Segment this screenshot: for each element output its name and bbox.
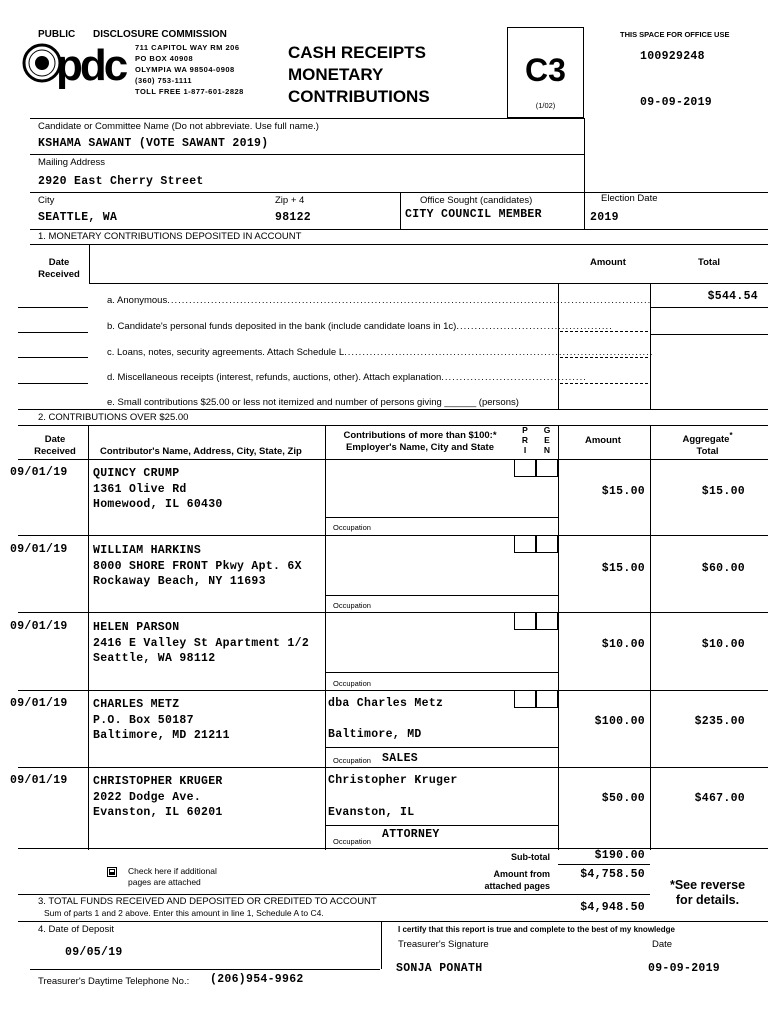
treasurer-name[interactable]: SONJA PONATH [396,962,483,975]
row4-occupation[interactable]: SALES [382,752,419,765]
row4-employer-name[interactable]: dba Charles Metz [328,697,444,710]
row5-aggregate[interactable]: $467.00 [694,792,745,805]
row4-aggregate[interactable]: $235.00 [694,715,745,728]
row3-amount[interactable]: $10.00 [601,638,645,651]
contributor-address: 1361 Olive Rd [93,482,187,496]
pdc-logo-icon [20,40,135,90]
subtotal-value[interactable]: $190.00 [594,849,645,862]
candidate-name[interactable]: KSHAMA SAWANT (VOTE SAWANT 2019) [38,137,269,150]
gen-letter: N [543,445,551,455]
additional-pages-label [128,866,217,888]
pdc-logo [20,40,135,90]
row2-occupation-label: Occupation [333,601,371,610]
city-label: City [38,195,55,206]
sign-date-label: Date [652,939,673,950]
sign-date[interactable]: 09-09-2019 [648,962,721,975]
certification-text: I certify that this report is true and complete to the best of my knowledge [398,925,675,934]
agency-name-right: DISCLOSURE COMMISSION [93,29,227,40]
row5-date[interactable]: 09/01/19 [10,774,68,787]
attached-label-line: Amount from [493,869,550,879]
svg-text:pdc: pdc [56,41,126,90]
section3-subtitle: Sum of parts 1 and 2 above. Enter this amount in line 1, Schedule A to C4. [44,908,324,918]
contributor-city: Seattle, WA 98112 [93,652,216,665]
zip[interactable]: 98122 [275,211,312,224]
zip-label: Zip + 4 [275,195,305,206]
contributor-city: Evanston, IL 60201 [93,806,223,819]
subtotal-label: Sub-total [511,852,550,862]
contributor-city: Rockaway Beach, NY 11693 [93,575,266,588]
employer-label-line: Contributions of more than $100:* [343,430,497,441]
address-line: OLYMPIA WA 98504-0908 [135,65,235,74]
row1-aggregate[interactable]: $15.00 [701,485,745,498]
row3-primary-checkbox[interactable] [514,612,536,630]
form-code: C3 [525,52,566,88]
aggregate-label: Aggregate [682,434,730,446]
agency-address [135,42,244,97]
mailing-address-label: Mailing Address [38,157,106,168]
address-line: (360) 753-1111 [135,76,193,85]
gen-letter: E [544,435,550,445]
row4-employer-city[interactable]: Baltimore, MD [328,728,422,741]
office-sought-label: Office Sought (candidates) [420,195,533,206]
row2-general-checkbox[interactable] [536,535,558,553]
contributor-address: 2022 Dodge Ave. [93,790,202,804]
row4-occupation-label: Occupation [333,756,371,765]
line-text: a. Anonymous [107,295,168,306]
row5-employer-name[interactable]: Christopher Kruger [328,774,458,787]
date-label: Date [48,257,70,268]
row5-occupation-label: Occupation [333,837,371,846]
grand-total[interactable]: $4,948.50 [580,901,645,914]
row1-amount[interactable]: $15.00 [601,485,645,498]
section2-amount-header: Amount [585,435,621,446]
section1-date-header [30,257,88,281]
checkbox-mark-icon [108,868,116,876]
form-title-line: CASH RECEIPTS [288,43,426,62]
general-header [537,425,557,455]
section2-employer-header [330,430,510,454]
deposit-date-label: 4. Date of Deposit [38,924,115,935]
election-date[interactable]: 2019 [590,211,619,224]
line-text: d. Miscellaneous receipts (interest, refunds, auctions, other). Attach explanation [107,372,442,383]
section1-line-a: a. Anonymous..................................................................................................................................... [107,295,652,306]
election-date-label: Election Date [601,193,658,204]
row5-amount[interactable]: $50.00 [601,792,645,805]
contributor-address: 2416 E Valley St Apartment 1/2 [93,636,310,650]
check-label-line: Check here if additional [128,866,217,876]
row1-occupation-label: Occupation [333,523,371,532]
row3-date[interactable]: 09/01/19 [10,620,68,633]
section2-contributor-header: Contributor's Name, Address, City, State, Zip [100,446,302,457]
address-line: PO BOX 40908 [135,54,194,63]
phone-number[interactable]: (206)954-9962 [210,973,304,986]
form-title [288,42,430,108]
see-reverse-line: *See reverse [669,878,746,892]
additional-pages-checkbox[interactable] [107,867,117,877]
pri-letter: I [523,445,527,455]
row1-primary-checkbox[interactable] [514,459,536,477]
attached-label-line: attached pages [484,881,550,891]
contributor-city: Homewood, IL 60430 [93,498,223,511]
line-text: b. Candidate's personal funds deposited in the bank (include candidate loans in 1c) [107,321,457,332]
attached-value[interactable]: $4,758.50 [580,868,645,881]
contributor-address: P.O. Box 50187 [93,713,194,727]
section2-date-header [24,434,86,458]
candidate-name-label: Candidate or Committee Name (Do not abbreviate. Use full name.) [38,121,319,132]
row4-contributor[interactable] [93,697,230,744]
contributor-address: 8000 SHORE FRONT Pkwy Apt. 6X [93,559,302,573]
city[interactable]: SEATTLE, WA [38,211,118,224]
office-date: 09-09-2019 [640,96,713,109]
address-line: 711 CAPITOL WAY RM 206 [135,43,240,52]
section1-line-a-total[interactable]: $544.54 [707,290,758,303]
row5-occupation[interactable]: ATTORNEY [382,828,440,841]
row5-contributor[interactable] [93,774,223,821]
received-label: Received [38,269,80,280]
section1-line-d: d. Miscellaneous receipts (interest, refunds, auctions, other). Attach explanation........................................ [107,372,587,383]
office-sought[interactable]: CITY COUNCIL MEMBER [405,208,542,221]
row4-amount[interactable]: $100.00 [594,715,645,728]
section1-line-c: c. Loans, notes, security agreements. Attach Schedule L..................................................................................... [107,347,654,358]
pri-letter: R [521,435,529,445]
office-number: 100929248 [640,50,705,63]
row2-aggregate[interactable]: $60.00 [701,562,745,575]
row2-contributor[interactable] [93,543,302,590]
section1-title: 1. MONETARY CONTRIBUTIONS DEPOSITED IN ACCOUNT [38,231,302,242]
row2-amount[interactable]: $15.00 [601,562,645,575]
row1-date[interactable]: 09/01/19 [10,466,68,479]
row4-date[interactable]: 09/01/19 [10,697,68,710]
attached-label [450,868,550,892]
phone-label: Treasurer's Daytime Telephone No.: [38,976,190,987]
form-title-line: MONETARY [288,65,384,84]
mailing-address[interactable]: 2920 East Cherry Street [38,175,204,188]
gen-letter: G [543,425,551,435]
pri-letter: P [522,425,528,435]
primary-header [515,425,535,455]
contributor-name: CHRISTOPHER KRUGER [93,775,223,788]
row4-primary-checkbox[interactable] [514,690,536,708]
row3-contributor[interactable] [93,620,309,667]
section3-title: 3. TOTAL FUNDS RECEIVED AND DEPOSITED OR CREDITED TO ACCOUNT [38,896,377,907]
row1-general-checkbox[interactable] [536,459,558,477]
row5-employer-city[interactable]: Evanston, IL [328,806,415,819]
row3-aggregate[interactable]: $10.00 [701,638,745,651]
section1-total-header: Total [698,257,720,268]
deposit-date[interactable]: 09/05/19 [65,946,123,959]
contributor-city: Baltimore, MD 21211 [93,729,230,742]
line-text: c. Loans, notes, security agreements. Attach Schedule L [107,347,345,358]
section2-title: 2. CONTRIBUTIONS OVER $25.00 [38,412,189,423]
section1-line-e: e. Small contributions $25.00 or less not itemized and number of persons giving ______ (persons) [107,397,519,408]
row4-general-checkbox[interactable] [536,690,558,708]
agency-name-left: PUBLIC [38,29,76,40]
aggregate-star: * [729,431,733,440]
office-use-label: THIS SPACE FOR OFFICE USE [620,30,730,39]
row1-contributor[interactable] [93,466,223,513]
contributor-name: HELEN PARSON [93,621,180,634]
employer-label-line: Employer's Name, City and State [346,442,494,453]
section1-line-b: b. Candidate's personal funds deposited in the bank (include candidate loans in 1c)........................................... [107,321,613,332]
form-revision: (1/02) [535,101,556,110]
contributor-name: CHARLES METZ [93,698,180,711]
section2-aggregate-header [660,430,755,458]
form-title-line: CONTRIBUTIONS [288,87,430,106]
contributor-name: WILLIAM HARKINS [93,544,202,557]
received-label: Received [34,446,76,457]
row3-occupation-label: Occupation [333,679,371,688]
see-reverse-line: for details. [675,893,740,907]
check-label-line: pages are attached [128,877,201,887]
date-label: Date [44,434,66,445]
row2-date[interactable]: 09/01/19 [10,543,68,556]
address-line: TOLL FREE 1-877-601-2828 [135,87,244,96]
see-reverse-note [655,878,760,908]
contributor-name: QUINCY CRUMP [93,467,180,480]
row3-general-checkbox[interactable] [536,612,558,630]
total-label: Total [696,446,719,458]
section1-amount-header: Amount [590,257,626,268]
row2-primary-checkbox[interactable] [514,535,536,553]
signature-label: Treasurer's Signature [398,939,489,950]
